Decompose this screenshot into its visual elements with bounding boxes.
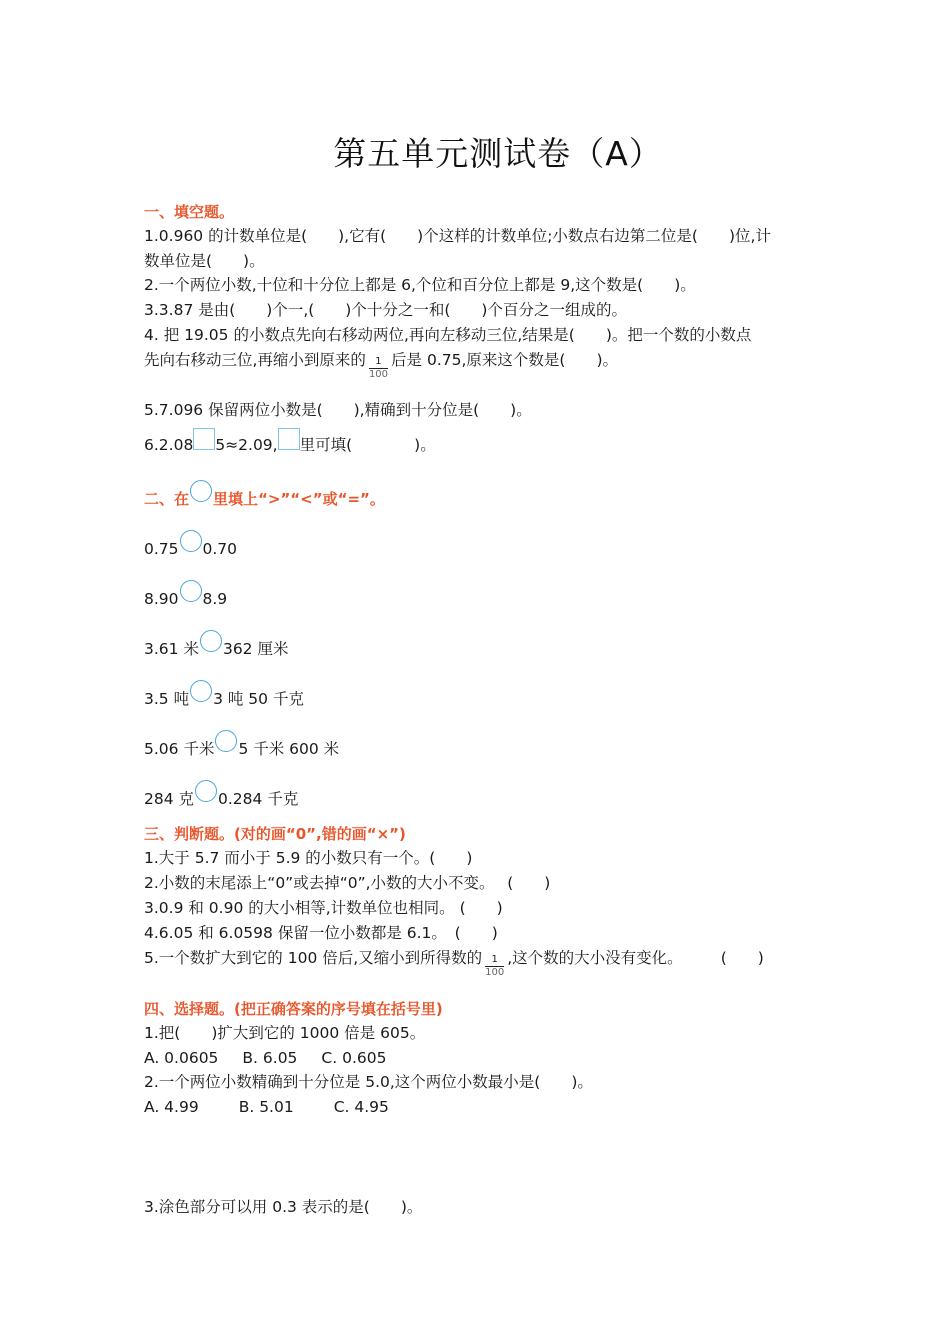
compare-right: 0.284 千克 (218, 790, 299, 808)
compare-item (144, 630, 288, 660)
section2-heading-b: 里填上“>”“<”或“=”。 (213, 490, 385, 508)
compare-item (144, 680, 304, 710)
section2-heading (144, 480, 385, 510)
option-c[interactable]: C. 4.95 (333, 1098, 389, 1116)
fill-q6-text-b: 5≈2.09, (215, 436, 278, 454)
fill-q4-line2 (144, 349, 618, 377)
answer-circle[interactable] (195, 780, 217, 802)
answer-circle[interactable] (180, 580, 202, 602)
choice-q2: 2.一个两位小数精确到十分位是 5.0,这个两位小数最小是( )。 (144, 1073, 593, 1091)
page-title: 第五单元测试卷（A） (333, 134, 663, 173)
judge-q3: 3.0.9 和 0.90 的大小相等,计数单位也相同。 ( ) (144, 899, 503, 917)
fill-q2: 2.一个两位小数,十位和十分位上都是 6,个位和百分位上都是 9,这个数是( )。 (144, 276, 696, 294)
compare-right: 3 吨 50 千克 (213, 690, 304, 708)
fill-q6 (144, 428, 436, 456)
choice-q1-options (144, 1047, 386, 1069)
compare-item (144, 730, 339, 760)
fill-q5: 5.7.096 保留两位小数是( ),精确到十分位是( )。 (144, 401, 532, 419)
fraction-one-hundredth (485, 954, 504, 975)
fraction-denominator: 100 (485, 967, 505, 975)
section1-heading: 一、填空题。 (144, 203, 235, 221)
answer-circle[interactable] (190, 680, 212, 702)
compare-left: 0.75 (144, 540, 179, 558)
fill-q4-text-a: 先向右移动三位,再缩小到原来的 (144, 351, 366, 369)
compare-left: 5.06 千米 (144, 740, 215, 758)
compare-right: 362 厘米 (222, 640, 289, 658)
compare-item (144, 780, 298, 810)
fill-q4-line1: 4. 把 19.05 的小数点先向右移动两位,再向左移动三位,结果是( )。把一个数的小数点 (144, 326, 752, 344)
compare-right: 8.9 (202, 590, 228, 608)
judge-q5 (144, 947, 764, 975)
circle-icon (190, 480, 212, 502)
compare-left: 284 克 (144, 790, 195, 808)
answer-square-box[interactable] (193, 428, 215, 450)
fill-q4-text-b: 后是 0.75,原来这个数是( )。 (391, 351, 618, 369)
answer-circle[interactable] (180, 530, 202, 552)
judge-q4: 4.6.05 和 6.0598 保留一位小数都是 6.1。 ( ) (144, 924, 498, 942)
answer-circle[interactable] (200, 630, 222, 652)
option-a[interactable]: A. 4.99 (144, 1098, 199, 1116)
section4-heading: 四、选择题。(把正确答案的序号填在括号里) (144, 1000, 443, 1018)
answer-circle[interactable] (215, 730, 237, 752)
compare-right: 5 千米 600 米 (238, 740, 340, 758)
section3-heading: 三、判断题。(对的画“0”,错的画“×”) (144, 825, 406, 843)
choice-q2-options (144, 1096, 389, 1118)
answer-square-box[interactable] (278, 428, 300, 450)
judge-q1: 1.大于 5.7 而小于 5.9 的小数只有一个。( ) (144, 849, 473, 867)
judge-q5-answer: ( ) (720, 949, 764, 967)
compare-left: 8.90 (144, 590, 179, 608)
fill-q1-line2: 数单位是( )。 (144, 252, 265, 270)
fraction-numerator: 1 (485, 954, 504, 967)
compare-left: 3.5 吨 (144, 690, 190, 708)
fill-q3: 3.3.87 是由( )个一,( )个十分之一和( )个百分之一组成的。 (144, 301, 627, 319)
judge-q5-text-a: 5.一个数扩大到它的 100 倍后,又缩小到所得数的 (144, 949, 483, 967)
option-b[interactable]: B. 5.01 (238, 1098, 294, 1116)
compare-item (144, 530, 237, 560)
choice-q1: 1.把( )扩大到它的 1000 倍是 605。 (144, 1024, 426, 1042)
section2-heading-a: 二、在 (144, 490, 190, 508)
fill-q6-text-c: 里可填( )。 (299, 436, 436, 454)
compare-left: 3.61 米 (144, 640, 199, 658)
option-b[interactable]: B. 6.05 (242, 1049, 298, 1067)
choice-q3: 3.涂色部分可以用 0.3 表示的是( )。 (144, 1198, 423, 1216)
compare-item (144, 580, 227, 610)
fraction-numerator: 1 (369, 356, 388, 369)
compare-right: 0.70 (202, 540, 238, 558)
option-a[interactable]: A. 0.0605 (144, 1049, 219, 1067)
fraction-denominator: 100 (368, 369, 389, 377)
judge-q2: 2.小数的末尾添上“0”或去掉“0”,小数的大小不变。 ( ) (144, 874, 551, 892)
fill-q6-text-a: 6.2.08 (144, 436, 194, 454)
fraction-one-hundredth (369, 356, 388, 377)
judge-q5-text-b: ,这个数的大小没有变化。 (507, 949, 683, 967)
option-c[interactable]: C. 0.605 (321, 1049, 387, 1067)
fill-q1-line1: 1.0.960 的计数单位是( ),它有( )个这样的计数单位;小数点右边第二位是( )位,计 (144, 227, 771, 245)
